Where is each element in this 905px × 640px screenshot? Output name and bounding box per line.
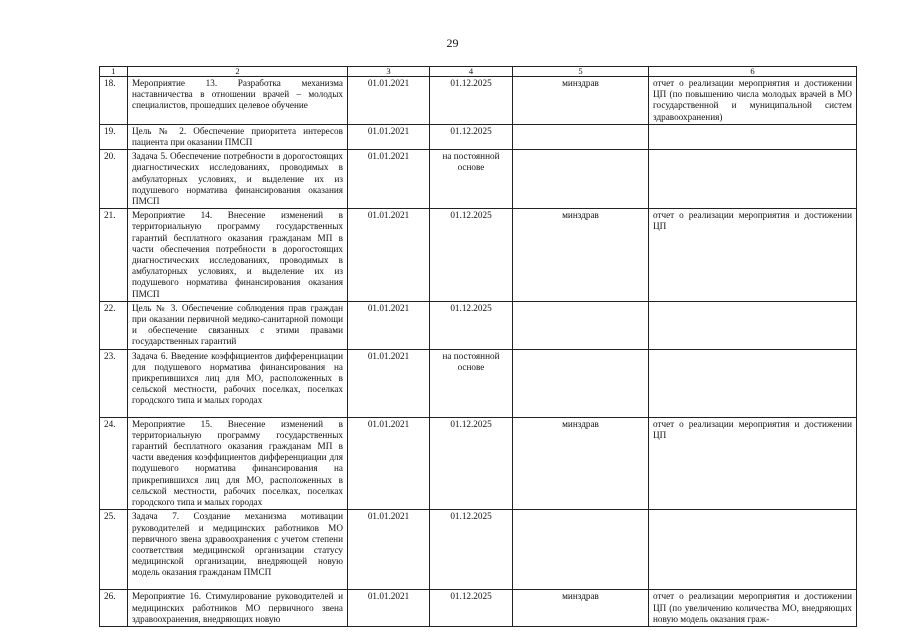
row-description: Задача 6. Введение коэффициентов дифференциации для подушевого норматива финансирования на прикрепившихся лиц для МО, расположенных в сельской местности, рабочих поселках, поселках городского типа и малых городах [128, 349, 348, 417]
row-end-date: 01.12.2025 [430, 510, 513, 590]
row-result [649, 150, 857, 209]
row-executor [513, 124, 649, 149]
row-number: 26. [100, 590, 128, 627]
row-end-date: на постоянной основе [430, 150, 513, 209]
row-description: Задача 5. Обеспечение потребности в дорогостоящих диагностических исследованиях, проводимых в амбулаторных условиях, и выделение их из подушевого норматива финансирования оказания ПМСП [128, 150, 348, 209]
row-result: отчет о реализации мероприятия и достижении ЦП (по увеличению количества МО, внедряющих новую модель оказания граж- [649, 590, 857, 627]
row-result [649, 349, 857, 417]
row-result [649, 301, 857, 349]
row-executor: минздрав [513, 77, 649, 125]
row-start-date: 01.01.2021 [348, 349, 430, 417]
row-end-date: 01.12.2025 [430, 77, 513, 125]
row-number: 20. [100, 150, 128, 209]
row-start-date: 01.01.2021 [348, 301, 430, 349]
column-header: 3 [348, 67, 430, 77]
row-result: отчет о реализации мероприятия и достижении ЦП (по повышению числа молодых врачей в МО государственной и муниципальной систем здравоохранения) [649, 77, 857, 125]
column-header: 4 [430, 67, 513, 77]
row-result: отчет о реализации мероприятия и достижении ЦП [649, 417, 857, 510]
row-executor: минздрав [513, 417, 649, 510]
row-start-date: 01.01.2021 [348, 77, 430, 125]
row-number: 24. [100, 417, 128, 510]
row-end-date: 01.12.2025 [430, 124, 513, 149]
row-start-date: 01.01.2021 [348, 150, 430, 209]
row-result [649, 124, 857, 149]
row-executor [513, 301, 649, 349]
activities-table [99, 66, 857, 627]
row-number: 23. [100, 349, 128, 417]
column-header: 2 [128, 67, 348, 77]
row-result: отчет о реализации мероприятия и достижении ЦП [649, 209, 857, 302]
table-row [100, 124, 857, 149]
table-row [100, 150, 857, 209]
row-description: Мероприятие 16. Стимулирование руководителей и медицинских работников МО первичного звена здравоохранения, внедряющих новую [128, 590, 348, 627]
row-start-date: 01.01.2021 [348, 510, 430, 590]
row-description: Цель № 3. Обеспечение соблюдения прав граждан при оказании первичной медико-санитарной помощи и обеспечение связанных с этими правами государственных гарантий [128, 301, 348, 349]
row-end-date: 01.12.2025 [430, 417, 513, 510]
row-executor: минздрав [513, 209, 649, 302]
page-number: 29 [446, 36, 459, 50]
table-row [100, 417, 857, 510]
row-description: Мероприятие 15. Внесение изменений в территориальную программу государственных гарантий бесплатного оказания гражданам МП в части введения коэффициентов дифференциации для подушевого норматива финансирования на прикрепившихся лиц для МО, расположенных в сельской местности, рабочих поселках, поселках городского типа и малых городах [128, 417, 348, 510]
column-number-row [100, 67, 857, 77]
table-row [100, 349, 857, 417]
column-header: 5 [513, 67, 649, 77]
row-number: 19. [100, 124, 128, 149]
column-header: 6 [649, 67, 857, 77]
row-executor [513, 349, 649, 417]
table-row [100, 77, 857, 125]
row-start-date: 01.01.2021 [348, 124, 430, 149]
row-start-date: 01.01.2021 [348, 590, 430, 627]
row-number: 22. [100, 301, 128, 349]
row-end-date: 01.12.2025 [430, 209, 513, 302]
table-row [100, 590, 857, 627]
row-executor [513, 150, 649, 209]
table-row [100, 301, 857, 349]
row-executor [513, 510, 649, 590]
table-row [100, 510, 857, 590]
row-description: Цель № 2. Обеспечение приоритета интересов пациента при оказании ПМСП [128, 124, 348, 149]
row-end-date: 01.12.2025 [430, 301, 513, 349]
row-end-date: 01.12.2025 [430, 590, 513, 627]
row-number: 25. [100, 510, 128, 590]
row-description: Мероприятие 14. Внесение изменений в территориальную программу государственных гарантий бесплатного оказания гражданам МП в части обеспечения потребности в дорогостоящих диагностических исследованиях, проводимых в амбулаторных условиях, и выделение их из подушевого норматива финансирования оказания ПМСП [128, 209, 348, 302]
row-result [649, 510, 857, 590]
row-start-date: 01.01.2021 [348, 209, 430, 302]
row-description: Задача 7. Создание механизма мотивации руководителей и медицинских работников МО первичного звена здравоохранения с учетом степени соответствия медицинской организации статусу медицинской организации, внедряющей новую модель оказания гражданам ПМСП [128, 510, 348, 590]
row-number: 18. [100, 77, 128, 125]
row-description: Мероприятие 13. Разработка механизма наставничества в отношении врачей – молодых специалистов, прошедших целевое обучение [128, 77, 348, 125]
row-number: 21. [100, 209, 128, 302]
row-end-date: на постоянной основе [430, 349, 513, 417]
column-header: 1 [100, 67, 128, 77]
table-row [100, 209, 857, 302]
row-executor: минздрав [513, 590, 649, 627]
row-start-date: 01.01.2021 [348, 417, 430, 510]
